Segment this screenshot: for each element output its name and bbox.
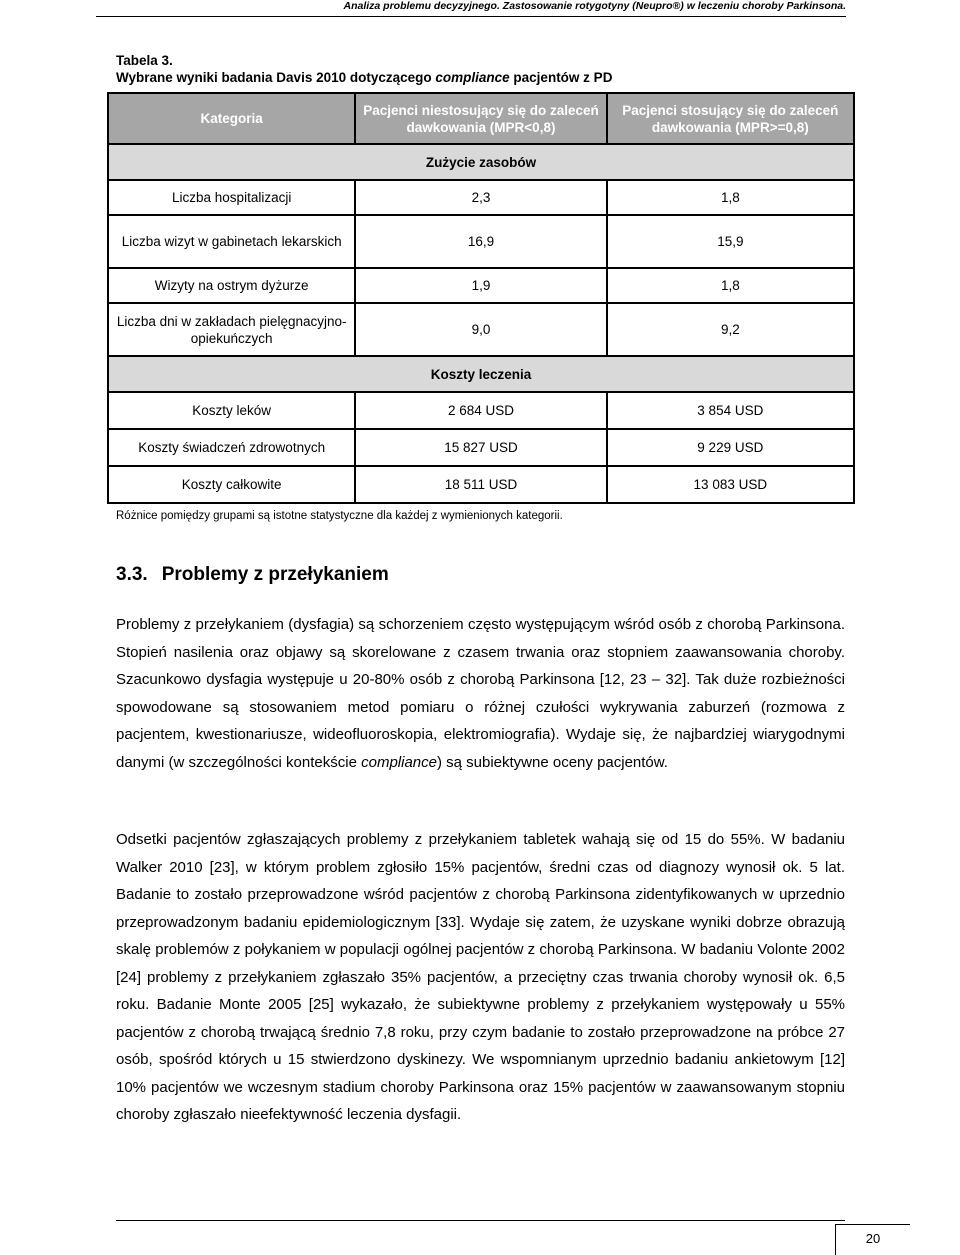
header-non-adherent: Pacjenci niestosujący się do zaleceń dawkowania (MPR<0,8)	[355, 93, 606, 144]
page-number: 20	[835, 1224, 910, 1255]
section-row-costs	[108, 356, 854, 392]
cell-non-adherent: 2 684 USD	[355, 392, 606, 429]
cell-category: Koszty świadczeń zdrowotnych	[108, 429, 355, 466]
results-table	[107, 92, 855, 504]
section-label: Zużycie zasobów	[108, 144, 854, 180]
cell-adherent: 1,8	[607, 180, 854, 215]
cell-non-adherent: 9,0	[355, 303, 606, 356]
paragraph-italic-term: compliance	[361, 753, 437, 771]
table-title-end: pacjentów z PD	[509, 70, 613, 85]
cell-non-adherent: 15 827 USD	[355, 429, 606, 466]
header-adherent: Pacjenci stosujący się do zaleceń dawkowania (MPR>=0,8)	[607, 93, 854, 144]
table-row	[108, 429, 854, 466]
cell-category: Wizyty na ostrym dyżurze	[108, 268, 355, 303]
cell-non-adherent: 16,9	[355, 215, 606, 268]
section-label: Koszty leczenia	[108, 356, 854, 392]
table-row	[108, 392, 854, 429]
cell-adherent: 9,2	[607, 303, 854, 356]
running-header: Analiza problemu decyzyjnego. Zastosowanie rotygotyny (Neupro®) w leczeniu choroby Parkinsona.	[96, 0, 846, 17]
table-row	[108, 466, 854, 503]
cell-non-adherent: 1,9	[355, 268, 606, 303]
header-category: Kategoria	[108, 93, 355, 144]
cell-category: Liczba hospitalizacji	[108, 180, 355, 215]
paragraph-text: Problemy z przełykaniem (dysfagia) są schorzeniem często występującym wśród osób z chorobą Parkinsona. Stopień nasilenia oraz objawy są skorelowane z czasem trwania oraz stopniem zaawansowania choroby. Szacunkowo dysfagia występuje u 20-80% osób z chorobą Parkinsona [12, 23 – 32]. Tak duże rozbieżności spowodowane są stosowaniem metod pomiaru o różnej czułości wykrywania zaburzeń (rozmowa z pacjentem, kwestionariusze, wideofluoroskopia, elektromiografia). Wydaje się, że najbardziej wiarygodnymi danymi (w szczególności kontekście	[116, 616, 845, 771]
table-row	[108, 215, 854, 268]
table-header-row	[108, 93, 854, 144]
section-row-resources	[108, 144, 854, 180]
cell-adherent: 13 083 USD	[607, 466, 854, 503]
footer-rule	[116, 1220, 845, 1221]
table-footnote: Różnice pomiędzy grupami są istotne statystyczne dla każdej z wymienionych kategorii.	[116, 510, 563, 522]
table-title	[116, 69, 612, 86]
cell-adherent: 3 854 USD	[607, 392, 854, 429]
table-row	[108, 268, 854, 303]
paragraph	[116, 611, 845, 776]
table-row	[108, 180, 854, 215]
cell-category: Koszty leków	[108, 392, 355, 429]
section-title: Problemy z przełykaniem	[161, 564, 389, 585]
cell-adherent: 9 229 USD	[607, 429, 854, 466]
cell-adherent: 1,8	[607, 268, 854, 303]
table-title-start: Wybrane wyniki badania Davis 2010 dotyczącego	[116, 70, 436, 85]
cell-category: Koszty całkowite	[108, 466, 355, 503]
table-caption	[116, 52, 612, 86]
cell-category: Liczba dni w zakładach pielęgnacyjno-opiekuńczych	[108, 303, 355, 356]
cell-non-adherent: 2,3	[355, 180, 606, 215]
cell-adherent: 15,9	[607, 215, 854, 268]
table-title-italic: compliance	[435, 70, 510, 85]
cell-category: Liczba wizyt w gabinetach lekarskich	[108, 215, 355, 268]
table-row	[108, 303, 854, 356]
section-number: 3.3.	[116, 564, 148, 585]
section-heading	[116, 564, 389, 586]
cell-non-adherent: 18 511 USD	[355, 466, 606, 503]
paragraph: Odsetki pacjentów zgłaszających problemy z przełykaniem tabletek wahają się od 15 do 55%. W badaniu Walker 2010 [23], w którym problem zgłosiło 15% pacjentów, średni czas od diagnozy wynosił ok. 5 lat. Badanie to zostało przeprowadzone wśród pacjentów z chorobą Parkinsona zidentyfikowanych w uprzednio przeprowadzonym badaniu epidemiologicznym [33]. Wydaje się zatem, że uzyskane wyniki dobrze obrazują skalę problemów z połykaniem w populacji ogólnej pacjentów z chorobą Parkinsona. W badaniu Volonte 2002 [24] problemy z przełykaniem zgłaszało 35% pacjentów, a przeciętny czas trwania choroby wynosił ok. 6,5 roku. Badanie Monte 2005 [25] wykazało, że subiektywne problemy z przełykaniem występowały u 55% pacjentów z chorobą trwającą średnio 7,8 roku, przy czym badanie to zostało przeprowadzone na próbce 27 osób, spośród których u 15 stwierdzono dyskinezy. We wspomnianym uprzednio badaniu ankietowym [12] 10% pacjentów we wczesnym stadium choroby Parkinsona oraz 15% pacjentów w zaawansowanym stopniu choroby zgłaszało nieefektywność leczenia dysfagii.	[116, 831, 845, 1123]
paragraph-text: ) są subiektywne oceny pacjentów.	[436, 753, 668, 771]
table-label: Tabela 3.	[116, 53, 173, 68]
